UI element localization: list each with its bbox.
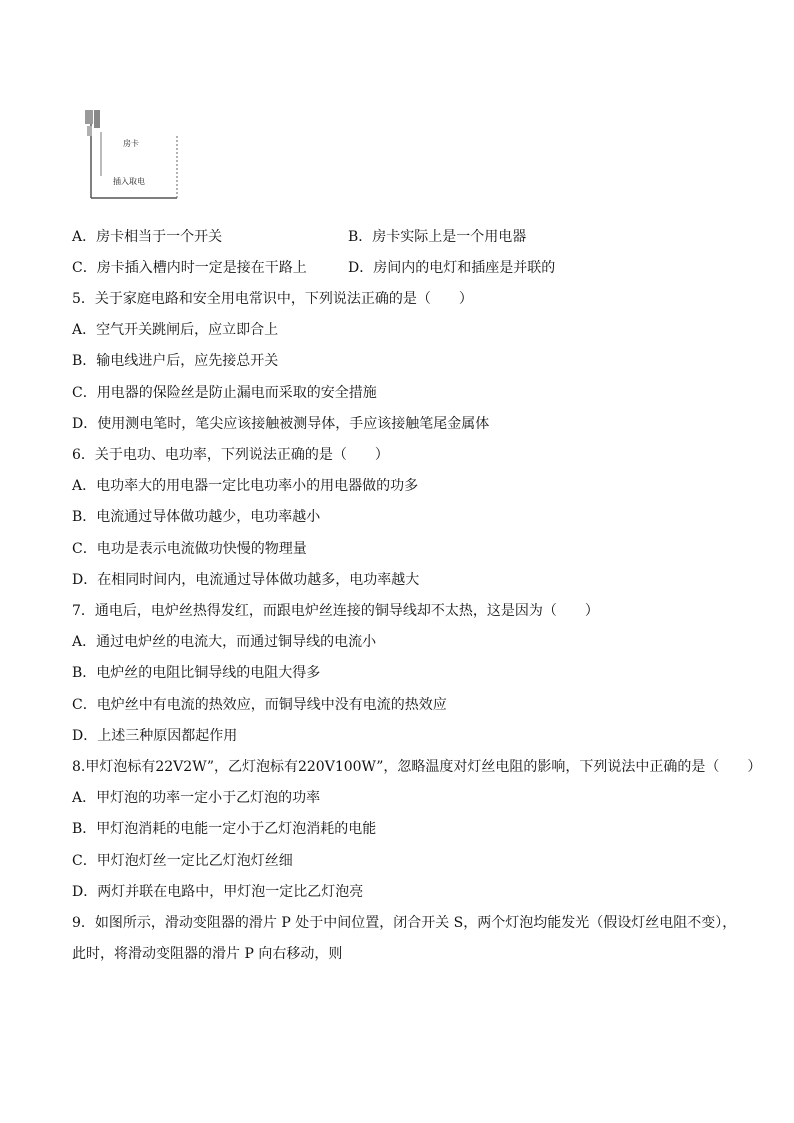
figure-label: 插入取电 — [113, 177, 145, 186]
q6-option-c: C．电功是表示电流做功快慢的物理量 — [72, 541, 307, 557]
q5-option-b: B．输电线进户后，应先接总开关 — [72, 353, 279, 369]
q4-option-d: D．房间内的电灯和插座是并联的 — [348, 260, 556, 276]
q4-option-a: A．房卡相当于一个开关 — [72, 229, 223, 245]
q6-option-b: B．电流通过导体做功越少，电功率越小 — [72, 509, 321, 525]
q8-option-c: C．甲灯泡灯丝一定比乙灯泡灯丝细 — [72, 853, 293, 869]
q5-option-a: A．空气开关跳闸后，应立即合上 — [72, 322, 279, 338]
room-card-figure — [85, 106, 181, 202]
question-9-stem-line2: 此时，将滑动变阻器的滑片 P 向右移动，则 — [72, 946, 343, 962]
room-card-diagram — [85, 106, 181, 202]
q6-option-d: D．在相同时间内，电流通过导体做功越多，电功率越大 — [72, 572, 420, 588]
q8-option-a: A．甲灯泡的功率一定小于乙灯泡的功率 — [72, 790, 321, 806]
question-8-stem: 8.甲灯泡标有22V2W”，乙灯泡标有220V100W”，忽略温度对灯丝电阻的影响，下列说法中正确的是（ ） — [72, 759, 762, 775]
figure-title: 房卡 — [123, 139, 139, 148]
q7-option-a: A．通过电炉丝的电流大，而通过铜导线的电流小 — [72, 634, 377, 650]
q8-option-d: D．两灯并联在电路中，甲灯泡一定比乙灯泡亮 — [72, 884, 364, 900]
q8-option-b: B．甲灯泡消耗的电能一定小于乙灯泡消耗的电能 — [72, 821, 377, 837]
q5-option-d: D．使用测电笔时，笔尖应该接触被测导体，手应该接触笔尾金属体 — [72, 416, 490, 432]
question-5-stem: 5．关于家庭电路和安全用电常识中，下列说法正确的是（ ） — [72, 291, 473, 307]
question-6-stem: 6．关于电功、电功率，下列说法正确的是（ ） — [72, 447, 389, 463]
q5-option-c: C．用电器的保险丝是防止漏电而采取的安全措施 — [72, 385, 377, 401]
question-7-stem: 7．通电后，电炉丝热得发红，而跟电炉丝连接的铜导线却不太热，这是因为（ ） — [72, 603, 599, 619]
q7-option-b: B．电炉丝的电阻比铜导线的电阻大得多 — [72, 665, 321, 681]
q7-option-c: C．电炉丝中有电流的热效应，而铜导线中没有电流的热效应 — [72, 697, 447, 713]
q7-option-d: D．上述三种原因都起作用 — [72, 728, 238, 744]
q6-option-a: A．电功率大的用电器一定比电功率小的用电器做的功多 — [72, 478, 419, 494]
q4-option-b: B．房卡实际上是一个用电器 — [348, 229, 527, 245]
q4-option-c: C．房卡插入槽内时一定是接在干路上 — [72, 260, 307, 276]
question-9-stem-line1: 9．如图所示，滑动变阻器的滑片 P 处于中间位置，闭合开关 S，两个灯泡均能发光（假设灯丝电阻不变）， — [72, 915, 737, 931]
